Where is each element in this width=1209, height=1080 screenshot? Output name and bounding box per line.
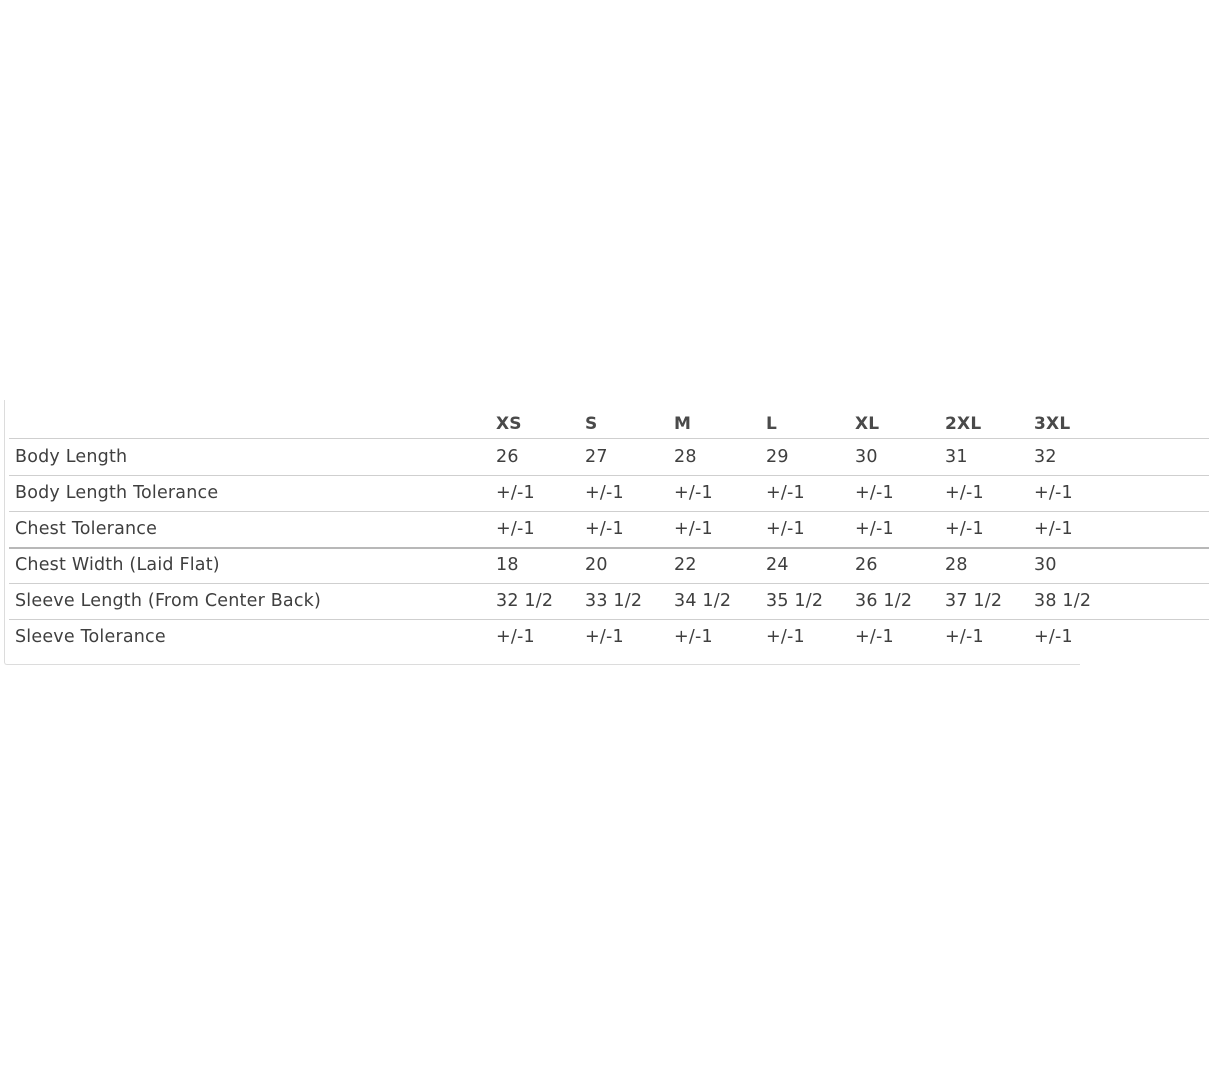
table-cell: +/-1 bbox=[496, 519, 535, 539]
size-header-3xl: 3XL bbox=[1034, 414, 1071, 434]
table-cell: 38 1/2 bbox=[1034, 591, 1092, 611]
table-cell: 28 bbox=[945, 555, 968, 575]
row-label: Sleeve Length (From Center Back) bbox=[15, 591, 322, 611]
row-label: Body Length bbox=[15, 447, 128, 467]
table-cell: +/-1 bbox=[1034, 519, 1073, 539]
size-chart-table bbox=[4, 400, 1092, 665]
size-header-l: L bbox=[766, 414, 778, 434]
table-cell: +/-1 bbox=[674, 519, 713, 539]
table-cell: 37 1/2 bbox=[945, 591, 1003, 611]
table-cell: +/-1 bbox=[496, 483, 535, 503]
table-cell: +/-1 bbox=[766, 483, 805, 503]
table-cell: +/-1 bbox=[585, 627, 624, 647]
table-cell: 28 bbox=[674, 447, 697, 467]
table-cell: +/-1 bbox=[674, 627, 713, 647]
table-cell: 29 bbox=[766, 447, 789, 467]
table-row-chest-tolerance bbox=[9, 511, 1209, 549]
table-cell: 33 1/2 bbox=[585, 591, 643, 611]
table-cell: 31 bbox=[945, 447, 968, 467]
table-cell: +/-1 bbox=[945, 627, 984, 647]
table-cell: +/-1 bbox=[766, 627, 805, 647]
table-cell: 32 1/2 bbox=[496, 591, 554, 611]
table-cell: 30 bbox=[1034, 555, 1057, 575]
size-header-s: S bbox=[585, 414, 598, 434]
size-header-xl: XL bbox=[855, 414, 880, 434]
table-cell: +/-1 bbox=[945, 483, 984, 503]
table-cell: 18 bbox=[496, 555, 519, 575]
table-cell: 26 bbox=[855, 555, 878, 575]
table-cell: 32 bbox=[1034, 447, 1057, 467]
table-row-sleeve-length bbox=[9, 583, 1209, 620]
table-cell: +/-1 bbox=[945, 519, 984, 539]
table-cell: +/-1 bbox=[585, 519, 624, 539]
size-header-2xl: 2XL bbox=[945, 414, 982, 434]
table-cell: +/-1 bbox=[674, 483, 713, 503]
row-label: Chest Tolerance bbox=[15, 519, 158, 539]
row-label: Body Length Tolerance bbox=[15, 483, 219, 503]
size-header-m: M bbox=[674, 414, 692, 434]
table-cell: 34 1/2 bbox=[674, 591, 732, 611]
row-label: Chest Width (Laid Flat) bbox=[15, 555, 220, 575]
table-cell: 30 bbox=[855, 447, 878, 467]
table-cell: 27 bbox=[585, 447, 608, 467]
table-row-sleeve-tolerance bbox=[9, 619, 1209, 655]
table-row-body-length-tolerance bbox=[9, 475, 1209, 512]
table-row-body-length bbox=[9, 439, 1209, 476]
table-cell: +/-1 bbox=[855, 519, 894, 539]
row-label: Sleeve Tolerance bbox=[15, 627, 166, 647]
table-cell: 26 bbox=[496, 447, 519, 467]
table-cell: +/-1 bbox=[766, 519, 805, 539]
size-header-row bbox=[9, 400, 1209, 439]
size-header-xs: XS bbox=[496, 414, 522, 434]
table-cell: +/-1 bbox=[855, 627, 894, 647]
table-cell: +/-1 bbox=[1034, 483, 1073, 503]
table-cell: +/-1 bbox=[855, 483, 894, 503]
table-cell: 36 1/2 bbox=[855, 591, 913, 611]
table-cell: 35 1/2 bbox=[766, 591, 824, 611]
table-cell: 24 bbox=[766, 555, 789, 575]
table-cell: +/-1 bbox=[585, 483, 624, 503]
table-cell: +/-1 bbox=[1034, 627, 1073, 647]
table-cell: +/-1 bbox=[496, 627, 535, 647]
table-cell: 20 bbox=[585, 555, 608, 575]
table-cell: 22 bbox=[674, 555, 697, 575]
table-row-chest-width bbox=[9, 547, 1209, 584]
